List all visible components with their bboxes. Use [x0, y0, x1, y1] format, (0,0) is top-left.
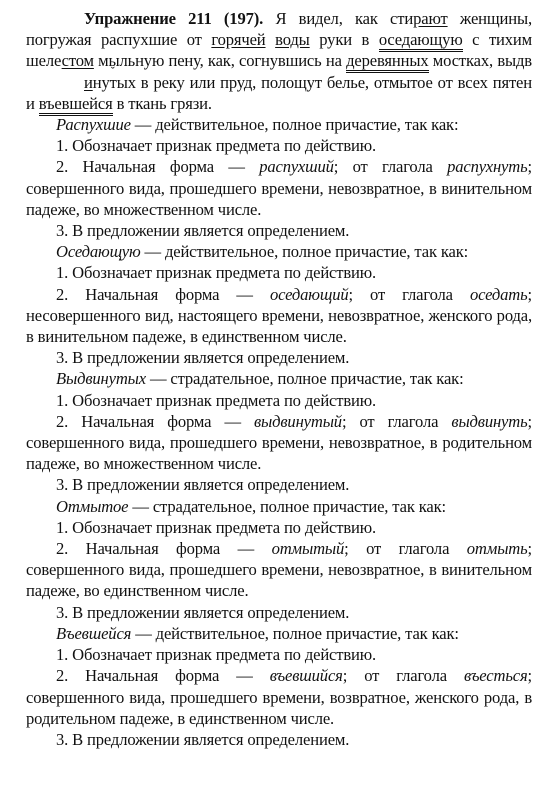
analysis-point-1: 1. Обозначает признак предмета по действию. [56, 517, 377, 537]
analysis-point-2: 2. Начальная форма — выдвинутый; от глагола выдвинуть; совершенного вида, прошедшего времени, невозвратное, в родительном падеже, во множественном числе. [26, 411, 532, 474]
analysis-point-1: 1. Обозначает признак предмета по действию. [56, 390, 377, 410]
analysis-point-2: 2. Начальная форма — распухший; от глагола распухнуть; совершенного вида, прошедшего времени, невозвратное, в винительном падеже, во множественном числе. [26, 157, 532, 219]
source-verb: въесться [463, 666, 528, 686]
analyzed-word: Оседающую [56, 242, 141, 262]
analysis-point-3: 3. В предложении является определением. [56, 475, 350, 495]
analysis-point-3: 3. В предложении является определением. [56, 602, 350, 622]
initial-form: распухший [259, 157, 334, 177]
analysis-heading: Распухшие — действительное, полное причастие, так как: [56, 115, 459, 135]
exercise-paragraph [26, 8, 532, 114]
analyzed-word: Отмытое [56, 496, 129, 516]
analysis-point-3: 3. В предложении является определением. [56, 221, 350, 241]
analysis-point-2: 2. Начальная форма — отмытый; от глагола отмыть; совершенного вида, прошедшего времени, невозвратное, в винительном падеже, во единственном числе. [26, 539, 532, 601]
analysis-point-3: 3. В предложении является определением. [56, 348, 350, 368]
analyzed-word: Въевшейся [56, 623, 132, 643]
analysis-point-3: 3. В предложении является определением. [56, 729, 350, 749]
source-verb: оседать [469, 284, 528, 304]
analysis-point-1: 1. Обозначает признак предмета по действию. [56, 645, 377, 665]
source-verb: распухнуть [447, 157, 528, 177]
exercise-text: Я видел, как стирают женщины, погружая распухшие от горячей воды руки в оседающую с тихим шелестом мыльную пену, как, согнувшись на деревянных мостках, выдви ˇнутых в реку или пруд, полощут белье, отмытое от всех пятен и въевшейся в ткань грязи. [26, 9, 532, 113]
initial-form: выдвинутый [253, 411, 342, 431]
analysis-heading: Отмытое — страдательное, полное причастие, так как: [56, 496, 446, 516]
analysis-point-1: 1. Обозначает признак предмета по действию. [56, 263, 377, 283]
exercise-title: Упражнение 211 (197). [84, 9, 264, 28]
analyzed-word: Выдвинутых [56, 369, 146, 389]
analysis-heading: Выдвинутых — страдательное, полное причастие, так как: [56, 369, 464, 389]
analysis-point-1: 1. Обозначает признак предмета по действию. [56, 136, 377, 156]
source-verb: отмыть [466, 539, 528, 559]
analysis-heading: Въевшейся — действительное, полное причастие, так как: [56, 623, 459, 643]
initial-form: въевшийся [269, 666, 343, 686]
initial-form: оседающий [269, 284, 349, 304]
analysis-point-2: 2. Начальная форма — оседающий; от глагола оседать; несовершенного вид, настоящего времени, невозвратное, женского рода, в винительном падеже, в единственном числе. [26, 284, 532, 347]
analysis-point-2: 2. Начальная форма — въевшийся; от глагола въесться; совершенного вида, прошедшего времени, возвратное, женского рода, в родительном падеже, в единственном числе. [26, 666, 532, 728]
initial-form: отмытый [271, 539, 345, 559]
source-verb: выдвинуть [451, 411, 528, 431]
analysis-heading: Оседающую — действительное, полное причастие, так как: [56, 242, 469, 262]
analyzed-word: Распухшие [56, 115, 131, 135]
